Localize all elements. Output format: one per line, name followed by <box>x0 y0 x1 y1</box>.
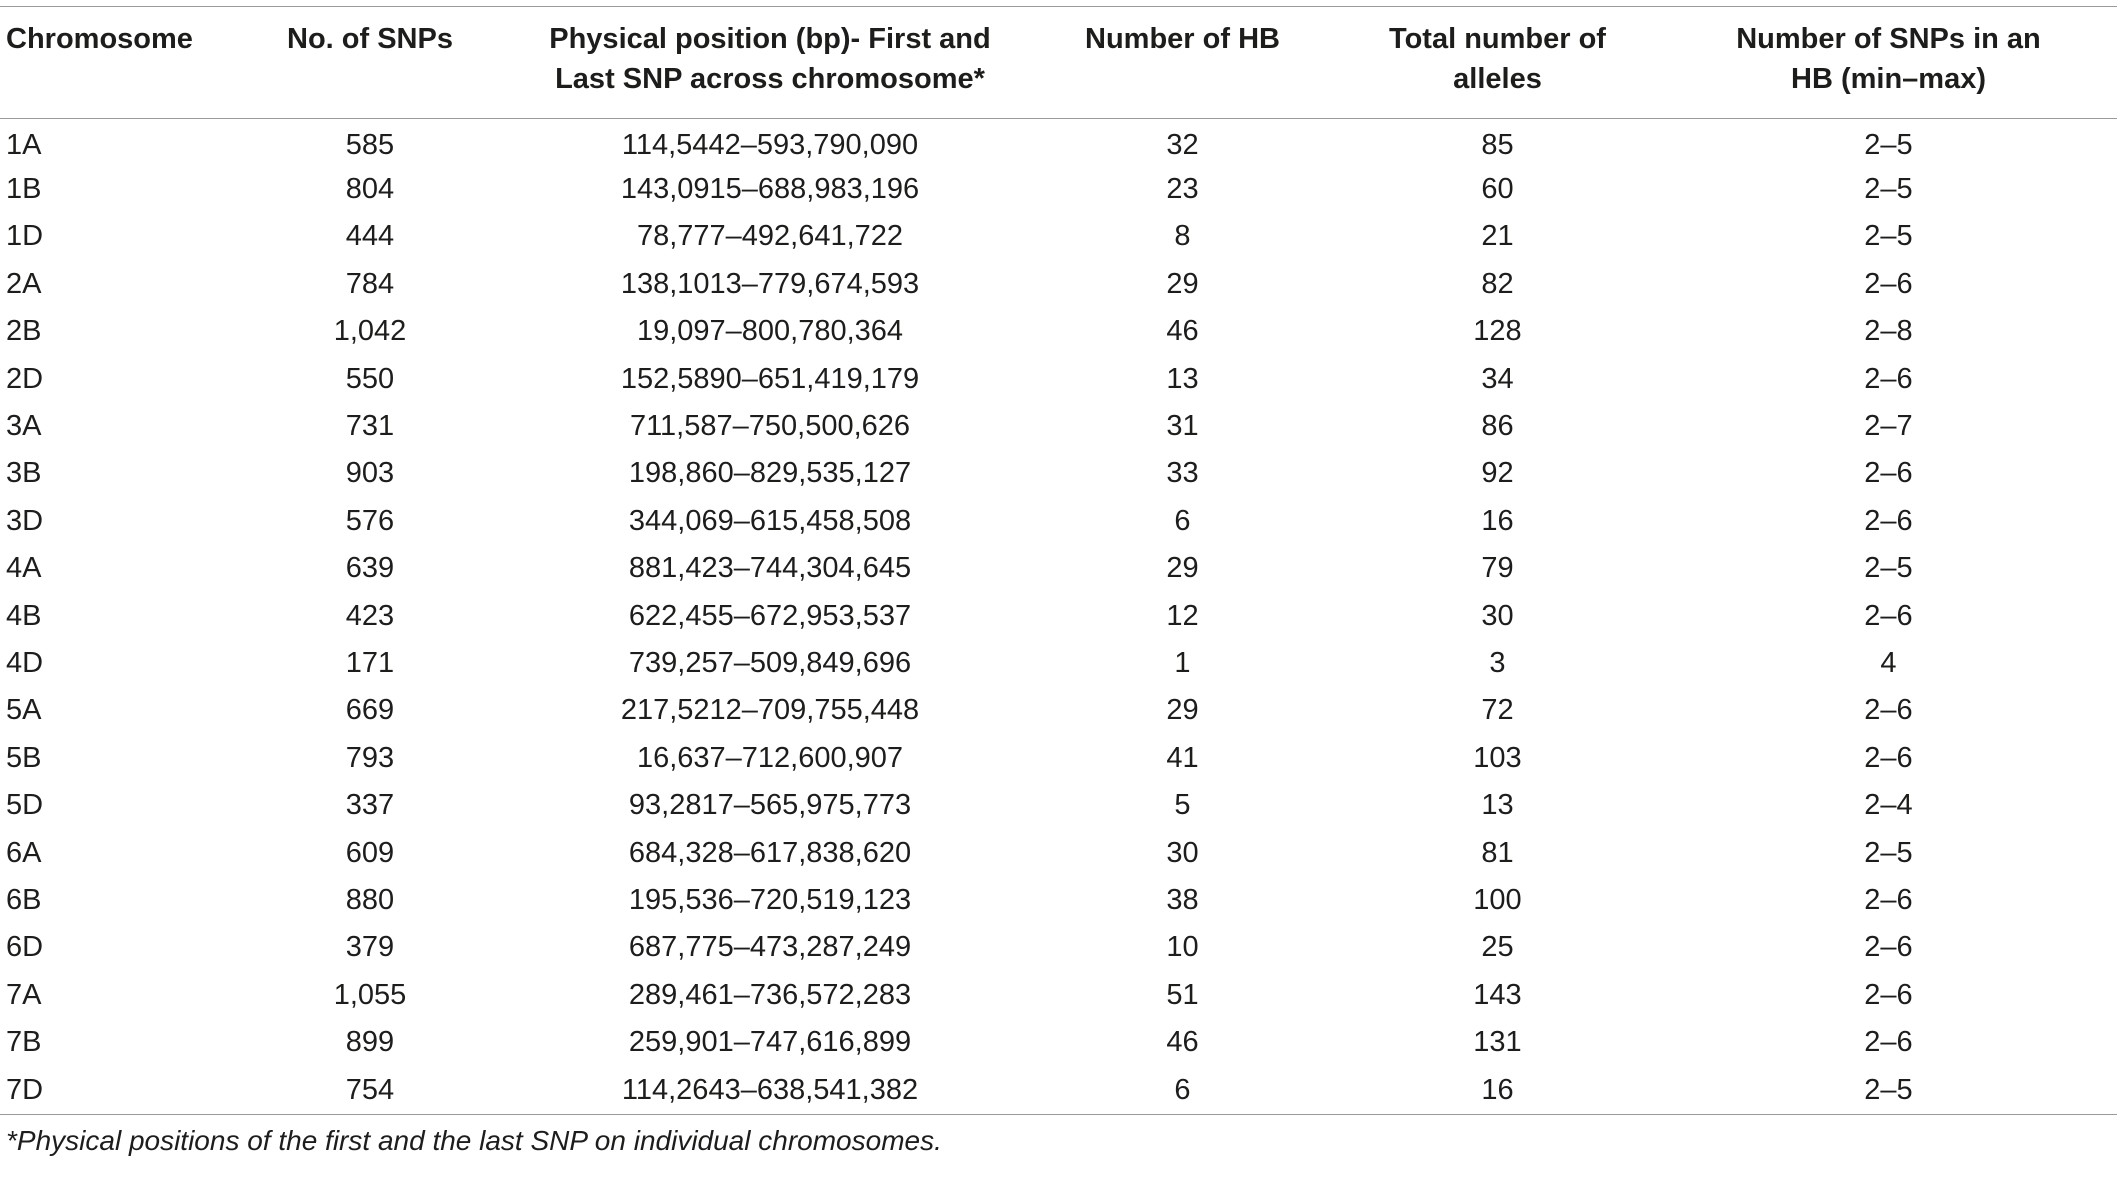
table-row <box>0 1019 2117 1066</box>
table-cell-total-alleles: 82 <box>1481 267 1514 300</box>
table-row <box>0 640 2117 687</box>
table-row <box>0 450 2117 497</box>
table-cell-no-of-snps: 903 <box>345 457 395 490</box>
table-cell-total-alleles: 81 <box>1481 836 1514 869</box>
table-cell-snps-per-hb: 2–6 <box>1864 978 1913 1011</box>
table-cell-physical-position: 711,587–750,500,626 <box>629 410 911 443</box>
table-row <box>0 782 2117 829</box>
table-cell-physical-position: 881,423–744,304,645 <box>628 552 912 585</box>
table-cell-chromosome: 6D <box>6 931 44 964</box>
table-cell-chromosome: 7D <box>6 1073 44 1106</box>
table-cell-chromosome: 4B <box>6 599 42 632</box>
table-cell-physical-position: 684,328–617,838,620 <box>628 836 912 869</box>
table-cell-chromosome: 2D <box>6 362 44 395</box>
table-cell-number-of-hb: 5 <box>1174 789 1191 822</box>
table-cell-physical-position: 114,5442–593,790,090 <box>621 128 919 161</box>
table-cell-number-of-hb: 29 <box>1166 694 1199 727</box>
table-row <box>0 877 2117 924</box>
column-header-line: Last SNP across chromosome* <box>555 63 985 95</box>
column-header-line: Chromosome <box>6 23 193 55</box>
table-cell-snps-per-hb: 2–6 <box>1864 741 1913 774</box>
table-cell-total-alleles: 143 <box>1473 978 1522 1011</box>
table-cell-snps-per-hb: 2–5 <box>1864 220 1913 253</box>
table-footnote: *Physical positions of the first and the last SNP on individual chromosomes. <box>6 1124 942 1156</box>
table-cell-no-of-snps: 444 <box>345 220 395 253</box>
table-cell-snps-per-hb: 2–6 <box>1864 931 1913 964</box>
column-header-line: No. of SNPs <box>287 23 453 55</box>
table-cell-chromosome: 1B <box>6 173 42 206</box>
table-row <box>0 119 2117 166</box>
table-row <box>0 592 2117 639</box>
table-cell-snps-per-hb: 2–6 <box>1864 504 1913 537</box>
table-cell-physical-position: 198,860–829,535,127 <box>628 457 912 490</box>
table-cell-snps-per-hb: 2–5 <box>1864 836 1913 869</box>
table-row <box>0 545 2117 592</box>
table-header <box>0 7 2117 119</box>
table-cell-number-of-hb: 12 <box>1166 599 1199 632</box>
table-cell-no-of-snps: 793 <box>345 741 395 774</box>
column-header-line: Physical position (bp)- First and <box>549 23 991 55</box>
table-cell-no-of-snps: 171 <box>345 646 395 679</box>
table-cell-snps-per-hb: 2–6 <box>1864 694 1913 727</box>
table-cell-no-of-snps: 669 <box>345 694 395 727</box>
table-cell-no-of-snps: 784 <box>345 267 395 300</box>
table-row <box>0 972 2117 1019</box>
column-header-physical-position <box>510 7 1030 119</box>
table-cell-number-of-hb: 6 <box>1174 504 1191 537</box>
table-cell-no-of-snps: 754 <box>345 1073 395 1106</box>
table-cell-chromosome: 7A <box>6 978 42 1011</box>
table-cell-no-of-snps: 731 <box>345 410 395 443</box>
table-cell-total-alleles: 92 <box>1481 457 1514 490</box>
table-cell-physical-position: 259,901–747,616,899 <box>628 1026 912 1059</box>
table-cell-snps-per-hb: 2–6 <box>1864 883 1913 916</box>
table-cell-snps-per-hb: 2–5 <box>1864 552 1913 585</box>
table-cell-chromosome: 5B <box>6 741 42 774</box>
column-header-line: alleles <box>1453 63 1542 95</box>
table-cell-number-of-hb: 30 <box>1166 836 1199 869</box>
table-cell-snps-per-hb: 2–5 <box>1864 128 1913 161</box>
table-cell-total-alleles: 131 <box>1473 1026 1522 1059</box>
table-cell-no-of-snps: 337 <box>345 789 395 822</box>
column-header-line: Number of HB <box>1085 23 1280 55</box>
table-cell-number-of-hb: 46 <box>1166 1026 1199 1059</box>
table-cell-no-of-snps: 423 <box>345 599 395 632</box>
table-cell-no-of-snps: 609 <box>345 836 395 869</box>
table-cell-chromosome: 2A <box>6 267 42 300</box>
table-cell-number-of-hb: 41 <box>1166 741 1199 774</box>
table-cell-physical-position: 78,777–492,641,722 <box>636 220 904 253</box>
table-body <box>0 119 2117 1114</box>
column-header-line: HB (min–max) <box>1791 63 1986 95</box>
table-row <box>0 355 2117 402</box>
table-cell-total-alleles: 34 <box>1481 362 1514 395</box>
table-cell-number-of-hb: 6 <box>1174 1073 1191 1106</box>
table-cell-chromosome: 5A <box>6 694 42 727</box>
table-cell-physical-position: 152,5890–651,419,179 <box>620 362 920 395</box>
table-cell-snps-per-hb: 2–6 <box>1864 599 1913 632</box>
table-cell-total-alleles: 16 <box>1481 504 1514 537</box>
table-cell-chromosome: 3B <box>6 457 42 490</box>
snp-table <box>0 6 2117 1114</box>
table-cell-total-alleles: 79 <box>1481 552 1514 585</box>
column-header-total-alleles <box>1335 7 1660 119</box>
table-cell-physical-position: 114,2643–638,541,382 <box>621 1073 919 1106</box>
table-row <box>0 687 2117 734</box>
table-cell-physical-position: 217,5212–709,755,448 <box>620 694 920 727</box>
table-cell-no-of-snps: 379 <box>345 931 395 964</box>
table-cell-chromosome: 1D <box>6 220 44 253</box>
table-row <box>0 213 2117 260</box>
table-row <box>0 924 2117 971</box>
table-cell-total-alleles: 16 <box>1481 1073 1514 1106</box>
table-row <box>0 498 2117 545</box>
table-row <box>0 735 2117 782</box>
table-cell-snps-per-hb: 2–5 <box>1864 1073 1913 1106</box>
table-cell-no-of-snps: 899 <box>345 1026 395 1059</box>
table-cell-number-of-hb: 1 <box>1174 646 1191 679</box>
table-cell-no-of-snps: 880 <box>345 883 395 916</box>
table-cell-total-alleles: 3 <box>1489 646 1506 679</box>
table-cell-number-of-hb: 31 <box>1166 410 1199 443</box>
table-cell-chromosome: 4D <box>6 646 44 679</box>
table-cell-snps-per-hb: 2–6 <box>1864 362 1913 395</box>
table-cell-physical-position: 195,536–720,519,123 <box>628 883 912 916</box>
table-cell-chromosome: 2B <box>6 315 42 348</box>
table-cell-physical-position: 687,775–473,287,249 <box>628 931 912 964</box>
table-cell-number-of-hb: 23 <box>1166 173 1199 206</box>
table-cell-physical-position: 622,455–672,953,537 <box>628 599 912 632</box>
table-cell-number-of-hb: 51 <box>1166 978 1199 1011</box>
table-cell-no-of-snps: 804 <box>345 173 395 206</box>
table-cell-chromosome: 7B <box>6 1026 42 1059</box>
table-cell-physical-position: 16,637–712,600,907 <box>636 741 904 774</box>
table-cell-physical-position: 143,0915–688,983,196 <box>620 173 920 206</box>
table-cell-chromosome: 6A <box>6 836 42 869</box>
table-row <box>0 403 2117 450</box>
table-cell-total-alleles: 21 <box>1481 220 1514 253</box>
table-cell-snps-per-hb: 2–8 <box>1864 315 1913 348</box>
table-row <box>0 829 2117 876</box>
table-row <box>0 166 2117 213</box>
table-cell-number-of-hb: 13 <box>1166 362 1199 395</box>
table-cell-total-alleles: 103 <box>1473 741 1522 774</box>
column-header-line: Total number of <box>1389 23 1606 55</box>
table-cell-snps-per-hb: 2–7 <box>1864 410 1913 443</box>
header-row <box>0 7 2117 119</box>
table-cell-chromosome: 5D <box>6 789 44 822</box>
table-cell-snps-per-hb: 2–6 <box>1864 457 1913 490</box>
table-cell-chromosome: 1A <box>6 128 42 161</box>
table-row <box>0 1066 2117 1113</box>
table-cell-no-of-snps: 550 <box>345 362 395 395</box>
table-cell-total-alleles: 60 <box>1481 173 1514 206</box>
table-cell-no-of-snps: 1,042 <box>333 315 407 348</box>
table-cell-total-alleles: 86 <box>1481 410 1514 443</box>
table-row <box>0 308 2117 355</box>
table-cell-physical-position: 19,097–800,780,364 <box>636 315 904 348</box>
table-cell-total-alleles: 25 <box>1481 931 1514 964</box>
table-cell-number-of-hb: 29 <box>1166 267 1199 300</box>
column-header-chromosome <box>0 7 230 119</box>
snp-table-container <box>0 6 2117 1157</box>
table-cell-chromosome: 4A <box>6 552 42 585</box>
table-cell-total-alleles: 128 <box>1473 315 1522 348</box>
column-header-no-of-snps <box>230 7 510 119</box>
table-cell-total-alleles: 72 <box>1481 694 1514 727</box>
column-header-snps-per-hb <box>1660 7 2117 119</box>
table-cell-number-of-hb: 38 <box>1166 883 1199 916</box>
table-cell-number-of-hb: 29 <box>1166 552 1199 585</box>
table-row <box>0 261 2117 308</box>
table-cell-number-of-hb: 33 <box>1166 457 1199 490</box>
table-cell-snps-per-hb: 4 <box>1880 646 1897 679</box>
table-cell-number-of-hb: 10 <box>1166 931 1199 964</box>
table-cell-number-of-hb: 32 <box>1166 128 1199 161</box>
table-cell-number-of-hb: 46 <box>1166 315 1199 348</box>
table-cell-no-of-snps: 1,055 <box>333 978 407 1011</box>
table-cell-no-of-snps: 585 <box>345 128 395 161</box>
table-cell-physical-position: 93,2817–565,975,773 <box>628 789 912 822</box>
table-cell-physical-position: 739,257–509,849,696 <box>628 646 912 679</box>
table-cell-chromosome: 3D <box>6 504 44 537</box>
table-cell-total-alleles: 100 <box>1473 883 1522 916</box>
table-cell-total-alleles: 30 <box>1481 599 1514 632</box>
table-cell-chromosome: 6B <box>6 883 42 916</box>
column-header-number-of-hb <box>1030 7 1335 119</box>
table-cell-snps-per-hb: 2–6 <box>1864 1026 1913 1059</box>
table-cell-number-of-hb: 8 <box>1174 220 1191 253</box>
table-bottom-rule <box>0 1114 2117 1115</box>
table-cell-snps-per-hb: 2–6 <box>1864 267 1913 300</box>
table-cell-chromosome: 3A <box>6 410 42 443</box>
table-cell-total-alleles: 85 <box>1481 128 1514 161</box>
table-cell-snps-per-hb: 2–5 <box>1864 173 1913 206</box>
table-cell-no-of-snps: 639 <box>345 552 395 585</box>
table-cell-physical-position: 344,069–615,458,508 <box>628 504 912 537</box>
table-cell-physical-position: 138,1013–779,674,593 <box>620 267 920 300</box>
table-cell-total-alleles: 13 <box>1481 789 1514 822</box>
table-cell-snps-per-hb: 2–4 <box>1864 789 1913 822</box>
table-cell-physical-position: 289,461–736,572,283 <box>628 978 912 1011</box>
table-cell-no-of-snps: 576 <box>345 504 395 537</box>
column-header-line: Number of SNPs in an <box>1736 23 2041 55</box>
